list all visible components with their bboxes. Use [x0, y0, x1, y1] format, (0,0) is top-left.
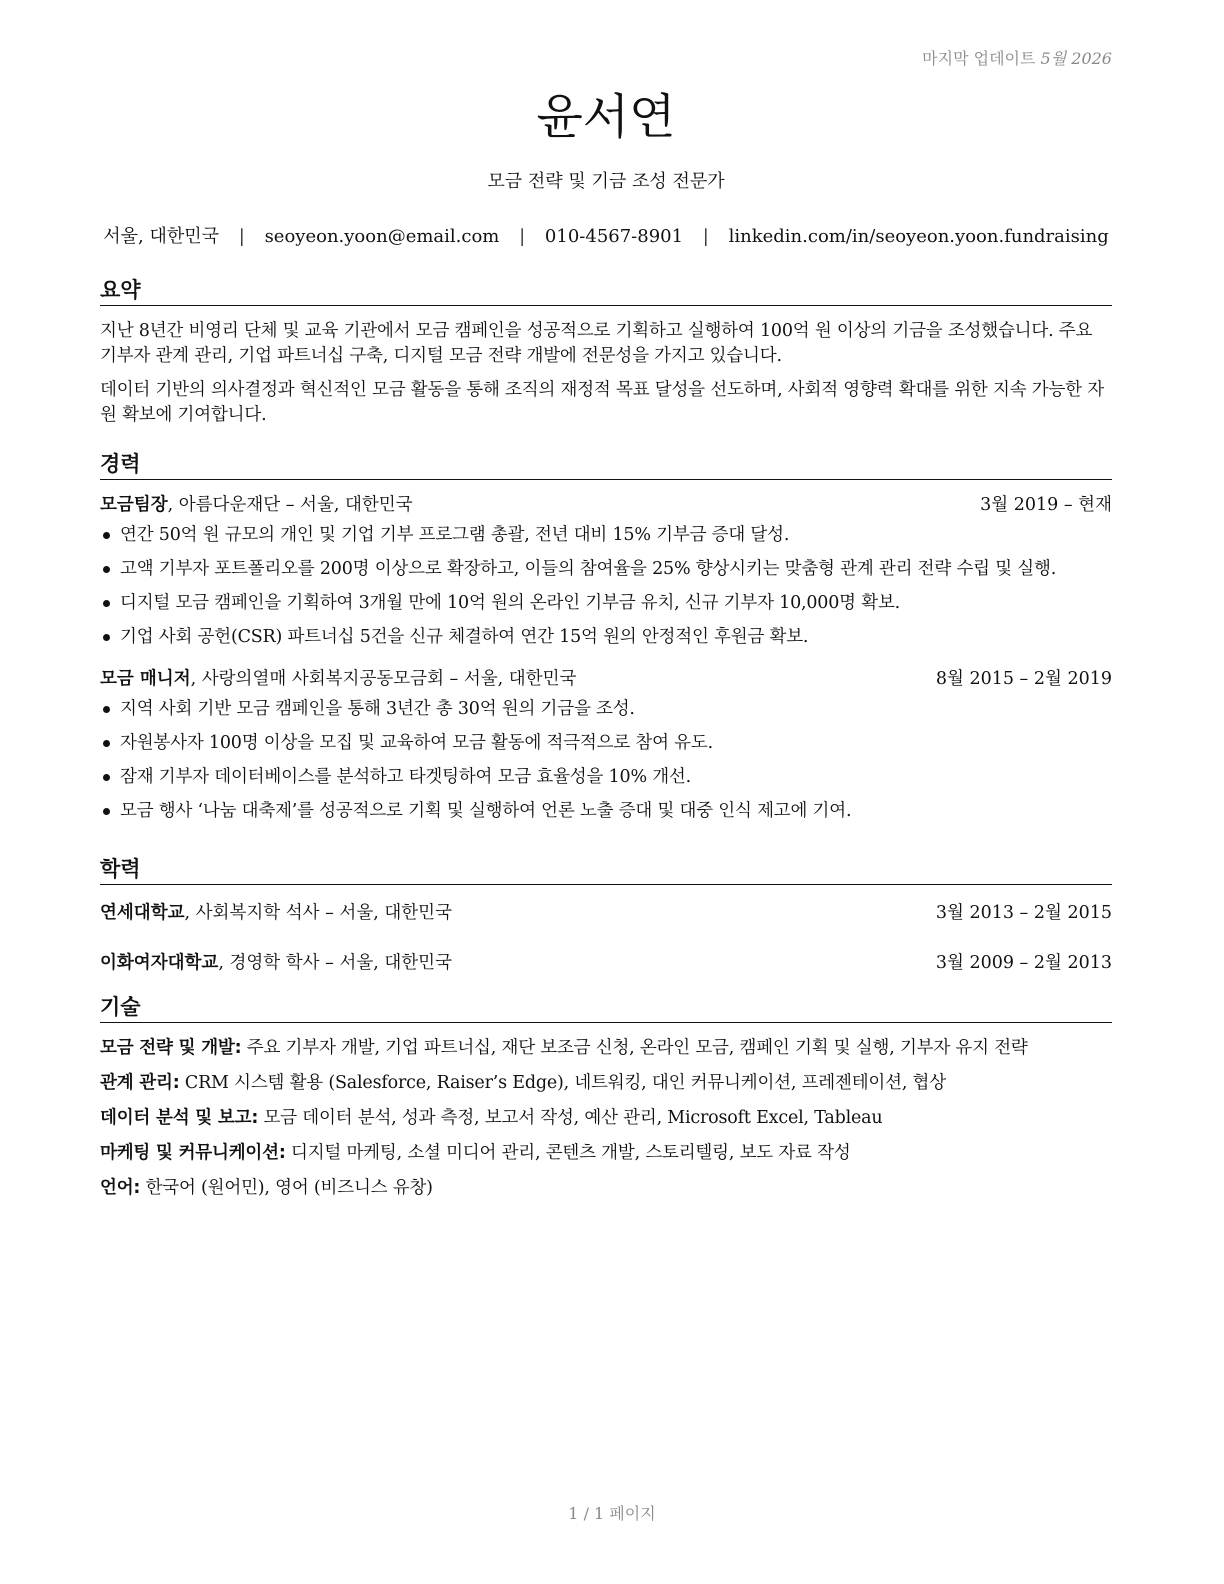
job-bullets [100, 523, 1112, 649]
education-section [100, 856, 1112, 975]
contact-line [100, 225, 1112, 249]
resume-page [100, 0, 1112, 1584]
job-role: 모금팀장 [100, 495, 168, 515]
job-title-line [100, 667, 576, 691]
skill-value: CRM 시스템 활용 (Salesforce, Raiser’s Edge), 네트워킹, 대인 커뮤니케이션, 프레젠테이션, 협상 [179, 1073, 946, 1093]
skill-line [100, 1141, 1112, 1165]
contact-phone[interactable]: 010-4567-8901 [544, 226, 684, 247]
job-bullet: 기업 사회 공헌(CSR) 파트너십 5건을 신규 체결하여 연간 15억 원의 안정적인 후원금 확보. [100, 625, 1112, 649]
skill-label: 모금 전략 및 개발: [100, 1038, 242, 1058]
summary-paragraph: 지난 8년간 비영리 단체 및 교육 기관에서 모금 캠페인을 성공적으로 기획하고 실행하여 100억 원 이상의 기금을 조성했습니다. 주요 기부자 관계 관리, 기업 파트너십 구축, 디지털 모금 전략 개발에 전문성을 가지고 있습니다. [100, 321, 1093, 366]
education-school: 이화여자대학교 [100, 953, 219, 973]
job-bullet: 잠재 기부자 데이터베이스를 분석하고 타겟팅하여 모금 효율성을 10% 개선. [100, 765, 1112, 789]
last-updated [922, 46, 1112, 69]
education-detail: , 사회복지학 석사 – 서울, 대한민국 [184, 903, 452, 923]
skill-value: 주요 기부자 개발, 기업 파트너십, 재단 보조금 신청, 온라인 모금, 캠페인 기획 및 실행, 기부자 유지 전략 [241, 1038, 1028, 1058]
job-bullet: 자원봉사자 100명 이상을 모집 및 교육하여 모금 활동에 적극적으로 참여 유도. [100, 731, 1112, 755]
job-header [100, 667, 1112, 691]
job-bullet: 모금 행사 ‘나눔 대축제’를 성공적으로 기획 및 실행하여 언론 노출 증대 및 대중 인식 제고에 기여. [100, 799, 1112, 823]
experience-section [100, 451, 1112, 823]
contact-linkedin[interactable]: linkedin.com/in/seoyeon.yoon.fundraising [728, 226, 1109, 247]
job-role: 모금 매니저 [100, 669, 191, 689]
skill-label: 마케팅 및 커뮤니케이션: [100, 1143, 286, 1163]
skill-line [100, 1071, 1112, 1095]
last-updated-date: 5월 2026 [1040, 49, 1112, 68]
skill-value: 디지털 마케팅, 소셜 미디어 관리, 콘텐츠 개발, 스토리텔링, 보도 자료 작성 [285, 1143, 851, 1163]
skill-label: 데이터 분석 및 보고: [100, 1108, 259, 1128]
job-entry [100, 667, 1112, 823]
education-entry [100, 951, 1112, 975]
job-header [100, 493, 1112, 517]
job-bullet: 디지털 모금 캠페인을 기획하여 3개월 만에 10억 원의 온라인 기부금 유치, 신규 기부자 10,000명 확보. [100, 591, 1112, 615]
job-bullets [100, 697, 1112, 823]
section-title-summary: 요약 [100, 277, 1112, 306]
education-dates: 3월 2013 – 2월 2015 [935, 903, 1112, 923]
job-entry [100, 493, 1112, 649]
education-school: 연세대학교 [100, 903, 185, 923]
skill-line [100, 1106, 1112, 1130]
job-dates: 8월 2015 – 2월 2019 [935, 669, 1112, 689]
education-dates: 3월 2009 – 2월 2013 [935, 953, 1112, 973]
summary-section [100, 277, 1112, 428]
headline: 모금 전략 및 기금 조성 전문가 [487, 171, 725, 192]
job-dates: 3월 2019 – 현재 [980, 495, 1112, 515]
education-title-line [100, 901, 452, 925]
page-indicator: 1 / 1 페이지 [568, 1504, 656, 1523]
contact-location: 서울, 대한민국 [103, 226, 220, 247]
skill-label: 관계 관리: [100, 1073, 180, 1093]
contact-separator: | [238, 226, 245, 247]
contact-separator: | [702, 226, 709, 247]
job-title-line [100, 493, 413, 517]
section-title-education: 학력 [100, 856, 1112, 885]
contact-email[interactable]: seoyeon.yoon@email.com [264, 226, 500, 247]
skill-line [100, 1036, 1112, 1060]
skill-value: 한국어 (원어민), 영어 (비즈니스 유창) [140, 1178, 433, 1198]
education-title-line [100, 951, 452, 975]
education-entry [100, 901, 1112, 925]
job-bullet: 연간 50억 원 규모의 개인 및 기업 기부 프로그램 총괄, 전년 대비 15% 기부금 증대 달성. [100, 523, 1112, 547]
job-org: , 사랑의열매 사회복지공동모금회 – 서울, 대한민국 [190, 669, 577, 689]
section-title-experience: 경력 [100, 451, 1112, 480]
skill-line [100, 1176, 1112, 1200]
section-title-skills: 기술 [100, 994, 1112, 1023]
candidate-name: 윤서연 [536, 89, 676, 145]
skills-section [100, 994, 1112, 1200]
job-org: , 아름다운재단 – 서울, 대한민국 [167, 495, 413, 515]
education-detail: , 경영학 학사 – 서울, 대한민국 [218, 953, 452, 973]
summary-paragraph: 데이터 기반의 의사결정과 혁신적인 모금 활동을 통해 조직의 재정적 목표 달성을 선도하며, 사회적 영향력 확대를 위한 지속 가능한 자원 확보에 기여합니다. [100, 380, 1104, 425]
contact-separator: | [519, 226, 526, 247]
job-bullet: 지역 사회 기반 모금 캠페인을 통해 3년간 총 30억 원의 기금을 조성. [100, 697, 1112, 721]
job-bullet: 고액 기부자 포트폴리오를 200명 이상으로 확장하고, 이들의 참여율을 25% 향상시키는 맞춤형 관계 관리 전략 수립 및 실행. [100, 557, 1112, 581]
skill-value: 모금 데이터 분석, 성과 측정, 보고서 작성, 예산 관리, Microsoft Excel, Tableau [258, 1108, 883, 1128]
last-updated-label: 마지막 업데이트 [922, 49, 1036, 68]
skill-label: 언어: [100, 1178, 141, 1198]
